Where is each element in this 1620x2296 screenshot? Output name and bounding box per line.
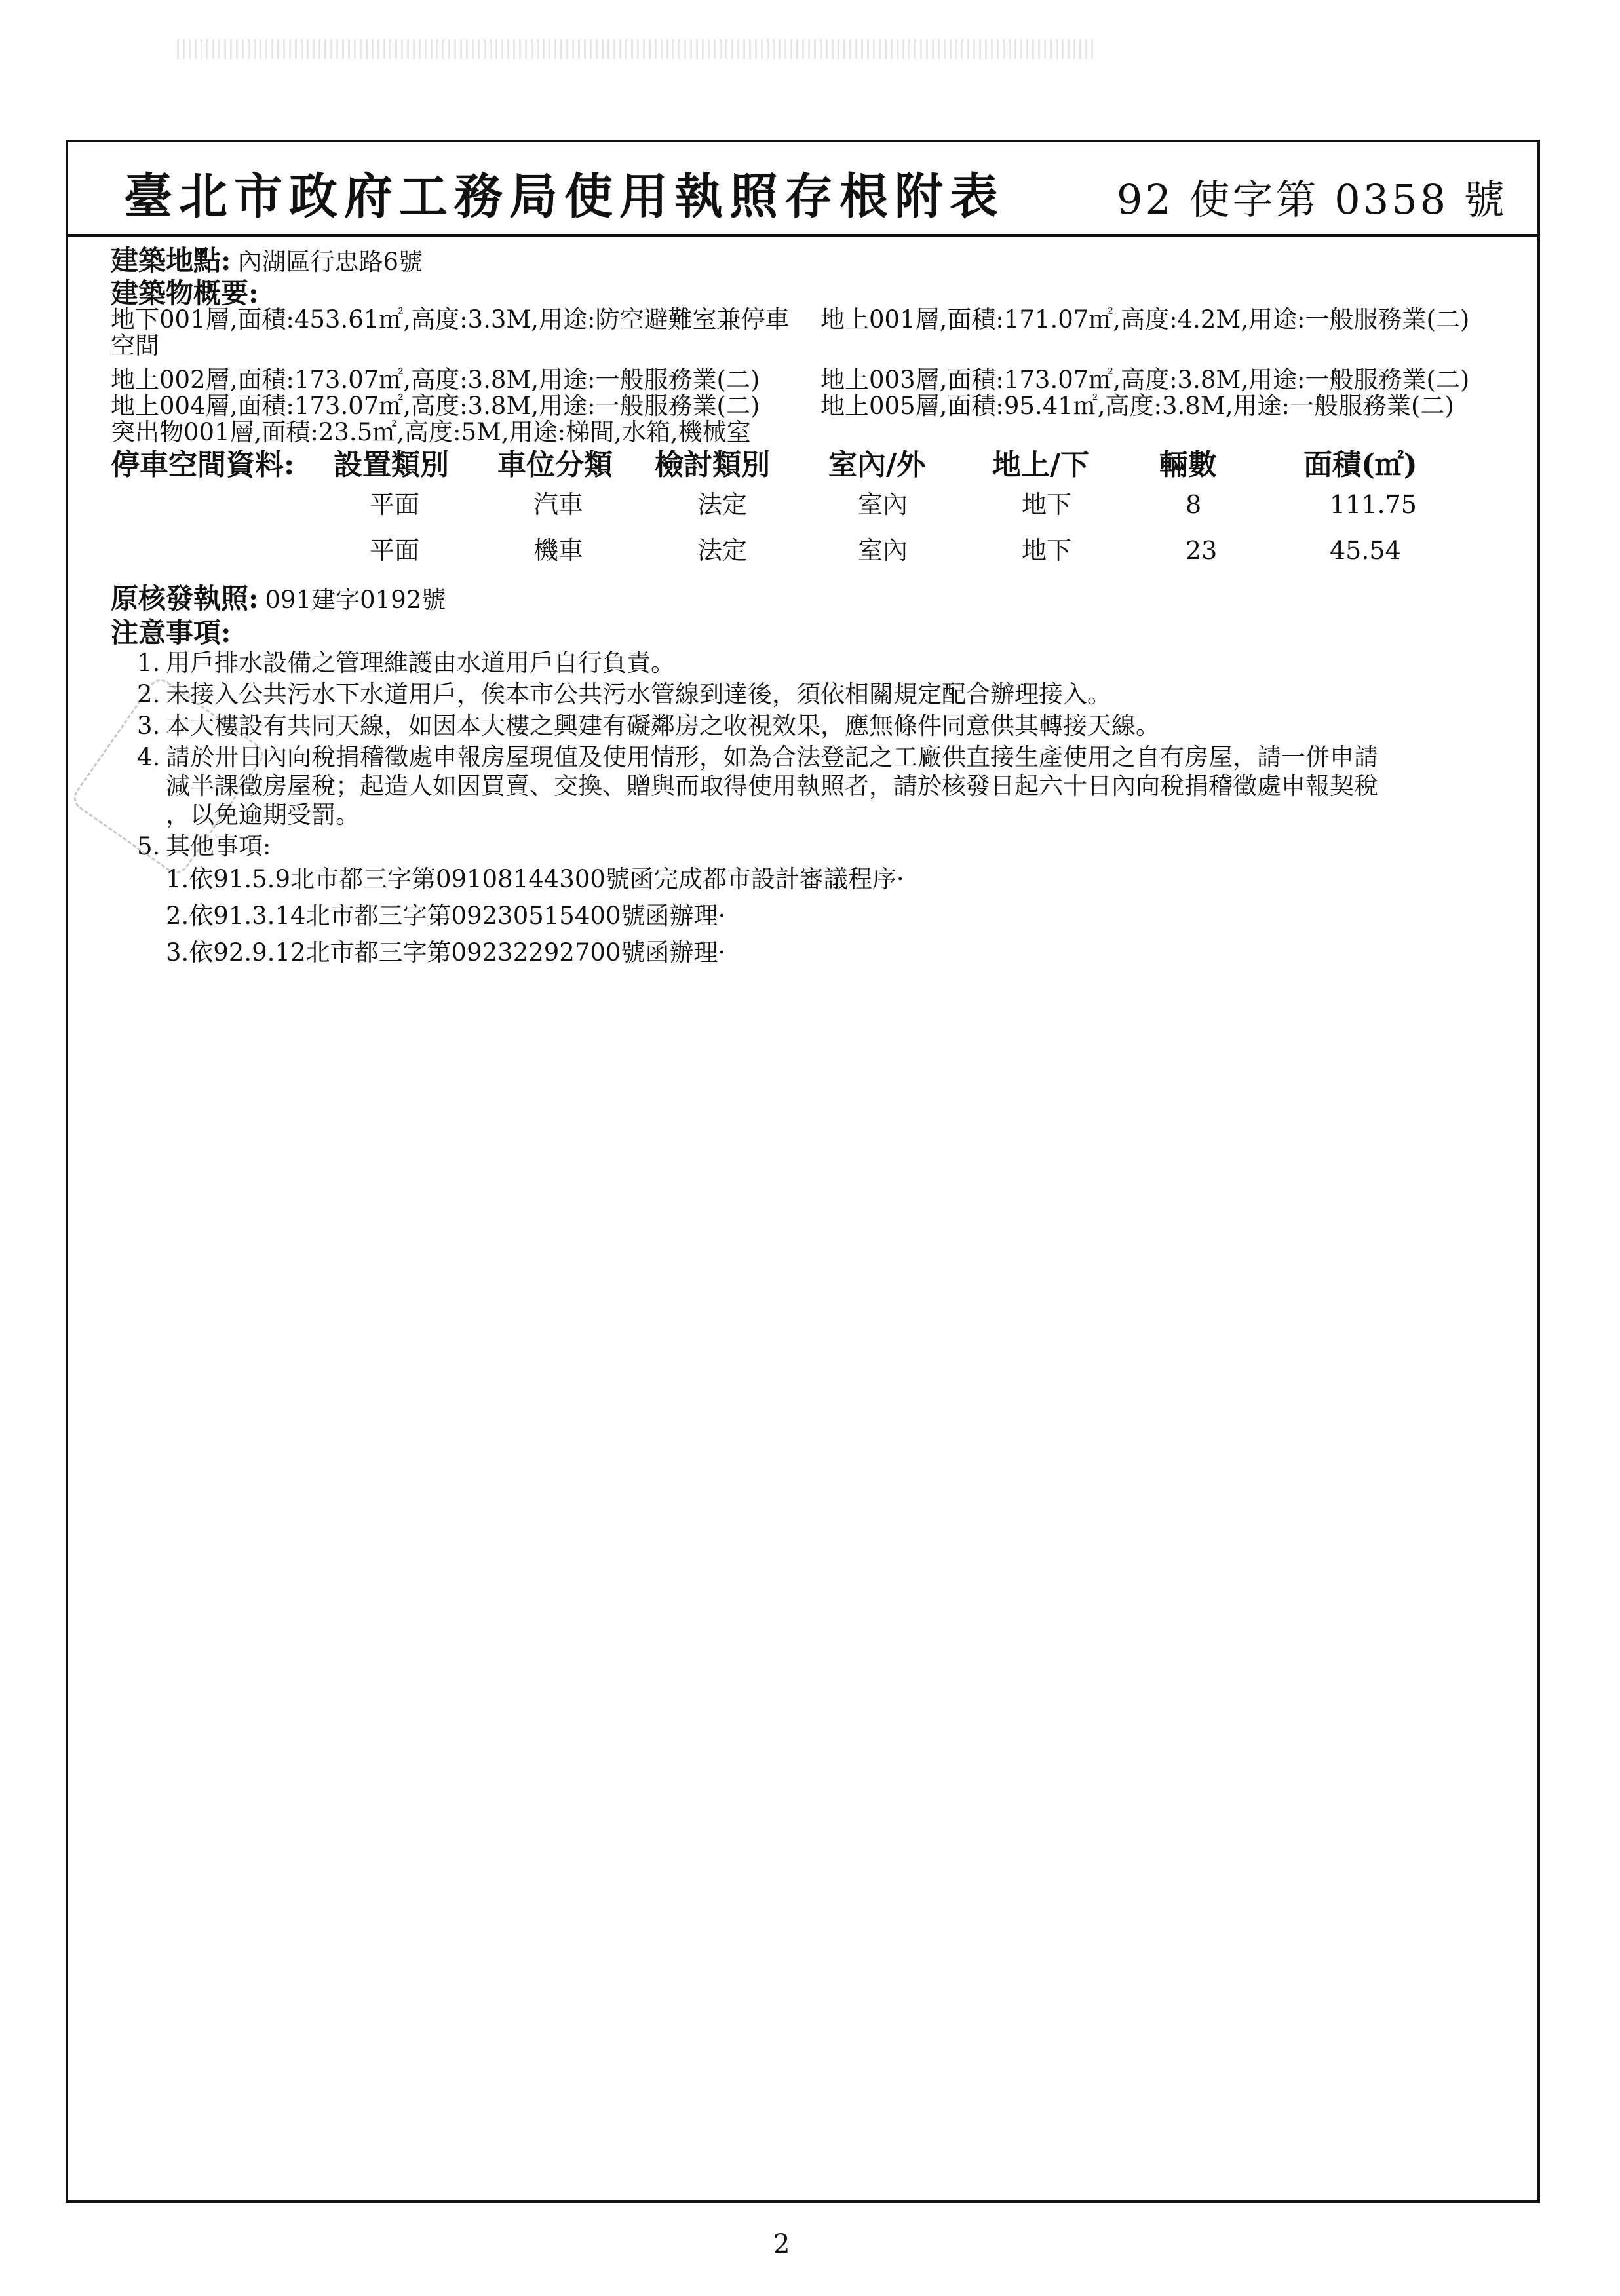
floor-line [111, 393, 1500, 419]
parking-cell: 平面 [370, 536, 420, 565]
parking-cell: 室內 [858, 536, 908, 565]
parking-cell: 地下 [1022, 490, 1072, 519]
parking-col-header: 地上/下 [992, 448, 1090, 482]
page-number: 2 [773, 2229, 790, 2259]
other-note: 3.依92.9.12北市都三字第09232292700號函辦理· [166, 938, 726, 966]
document-header [68, 142, 1537, 237]
floor-line [111, 419, 1500, 446]
parking-col-header: 輛數 [1159, 448, 1217, 482]
note-text: 未接入公共污水下水道用戶，俟本市公共污水管線到達後，須依相關規定配合辦理接入。 [166, 680, 1111, 708]
note-number: 1. [137, 649, 161, 677]
scan-artifact [177, 39, 1094, 59]
permit-number: 92 使字第 0358 號 [1117, 176, 1507, 223]
floor-entry: 地上003層,面積:173.07㎡,高度:3.8M,用途:一般服務業(二) [820, 366, 1470, 394]
original-permit-value: 091建字0192號 [265, 586, 446, 614]
notes-label: 注意事項: [111, 617, 231, 649]
note-number: 4. [137, 743, 161, 771]
overview-label: 建築物概要: [111, 277, 259, 309]
note-number: 2. [137, 680, 161, 708]
parking-cell: 111.75 [1330, 490, 1417, 519]
parking-label: 停車空間資料: [111, 448, 295, 482]
floor-entry: 地上001層,面積:171.07㎡,高度:4.2M,用途:一般服務業(二) [820, 305, 1470, 334]
note-text-continued: ，以免逾期受罰。 [166, 801, 360, 829]
parking-cell: 平面 [370, 490, 420, 519]
parking-col-header: 面積(㎡) [1303, 448, 1418, 482]
note-item [137, 743, 1500, 830]
note-item [137, 680, 1500, 709]
floor-entry: 地下001層,面積:453.61㎡,高度:3.3M,用途:防空避難室兼停車 [111, 305, 790, 334]
parking-header-row [111, 448, 1500, 491]
floor-line [111, 307, 1500, 333]
parking-row [111, 537, 1500, 583]
note-item [137, 832, 1500, 861]
floor-entry: 空間 [111, 332, 159, 360]
document-frame [66, 140, 1540, 2203]
floor-line [111, 367, 1500, 393]
parking-cell: 45.54 [1330, 536, 1401, 565]
parking-cell: 室內 [858, 490, 908, 519]
parking-cell: 法定 [697, 490, 748, 519]
parking-cell: 8 [1186, 490, 1202, 519]
parking-cell: 法定 [697, 536, 748, 565]
notes-list [111, 649, 1500, 971]
note-text: 用戶排水設備之管理維護由水道用戶自行負責。 [166, 649, 675, 677]
site-label: 建築地點: [111, 244, 231, 277]
parking-cell: 地下 [1022, 536, 1072, 565]
note-text: 其他事項: [166, 832, 271, 860]
parking-col-header: 檢討類別 [655, 448, 770, 482]
parking-cell: 機車 [533, 536, 584, 565]
original-permit-label: 原核發執照: [111, 583, 259, 615]
parking-col-header: 車位分類 [497, 448, 613, 482]
note-number: 3. [137, 712, 161, 740]
site-value: 內湖區行忠路6號 [237, 248, 423, 276]
note-text-continued: 減半課徵房屋稅；起造人如因買賣、交換、贈與而取得使用執照者，請於核發日起六十日內向稅捐稽徵處申報契稅 [166, 772, 1378, 800]
parking-cell: 23 [1186, 536, 1218, 565]
note-text: 本大樓設有共同天線，如因本大樓之興建有礙鄰房之收視效果，應無條件同意供其轉接天線。 [166, 712, 1160, 740]
floor-entry: 地上005層,面積:95.41㎡,高度:3.8M,用途:一般服務業(二) [820, 392, 1454, 420]
parking-cell: 汽車 [533, 490, 584, 519]
other-note: 1.依91.5.9北市都三字第09108144300號函完成都市設計審議程序· [166, 865, 904, 893]
note-number: 5. [137, 832, 161, 860]
note-item [137, 649, 1500, 678]
document-title: 臺北市政府工務局使用執照存根附表 [124, 168, 1005, 225]
note-text: 請於卅日內向稅捐稽徵處申報房屋現值及使用情形，如為合法登記之工廠供直接生產使用之自有房屋，請一併申請 [166, 743, 1378, 771]
document-body [111, 244, 1500, 971]
floor-entry: 突出物001層,面積:23.5㎡,高度:5M,用途:梯間,水箱,機械室 [111, 418, 751, 446]
floor-entry: 地上002層,面積:173.07㎡,高度:3.8M,用途:一般服務業(二) [111, 366, 760, 394]
parking-row [111, 491, 1500, 537]
parking-col-header: 設置類別 [334, 448, 449, 482]
note-item [137, 712, 1500, 740]
parking-col-header: 室內/外 [828, 448, 926, 482]
floor-line [111, 333, 1500, 359]
other-note: 2.依91.3.14北市都三字第09230515400號函辦理· [166, 902, 726, 930]
floor-entry: 地上004層,面積:173.07㎡,高度:3.8M,用途:一般服務業(二) [111, 392, 760, 420]
